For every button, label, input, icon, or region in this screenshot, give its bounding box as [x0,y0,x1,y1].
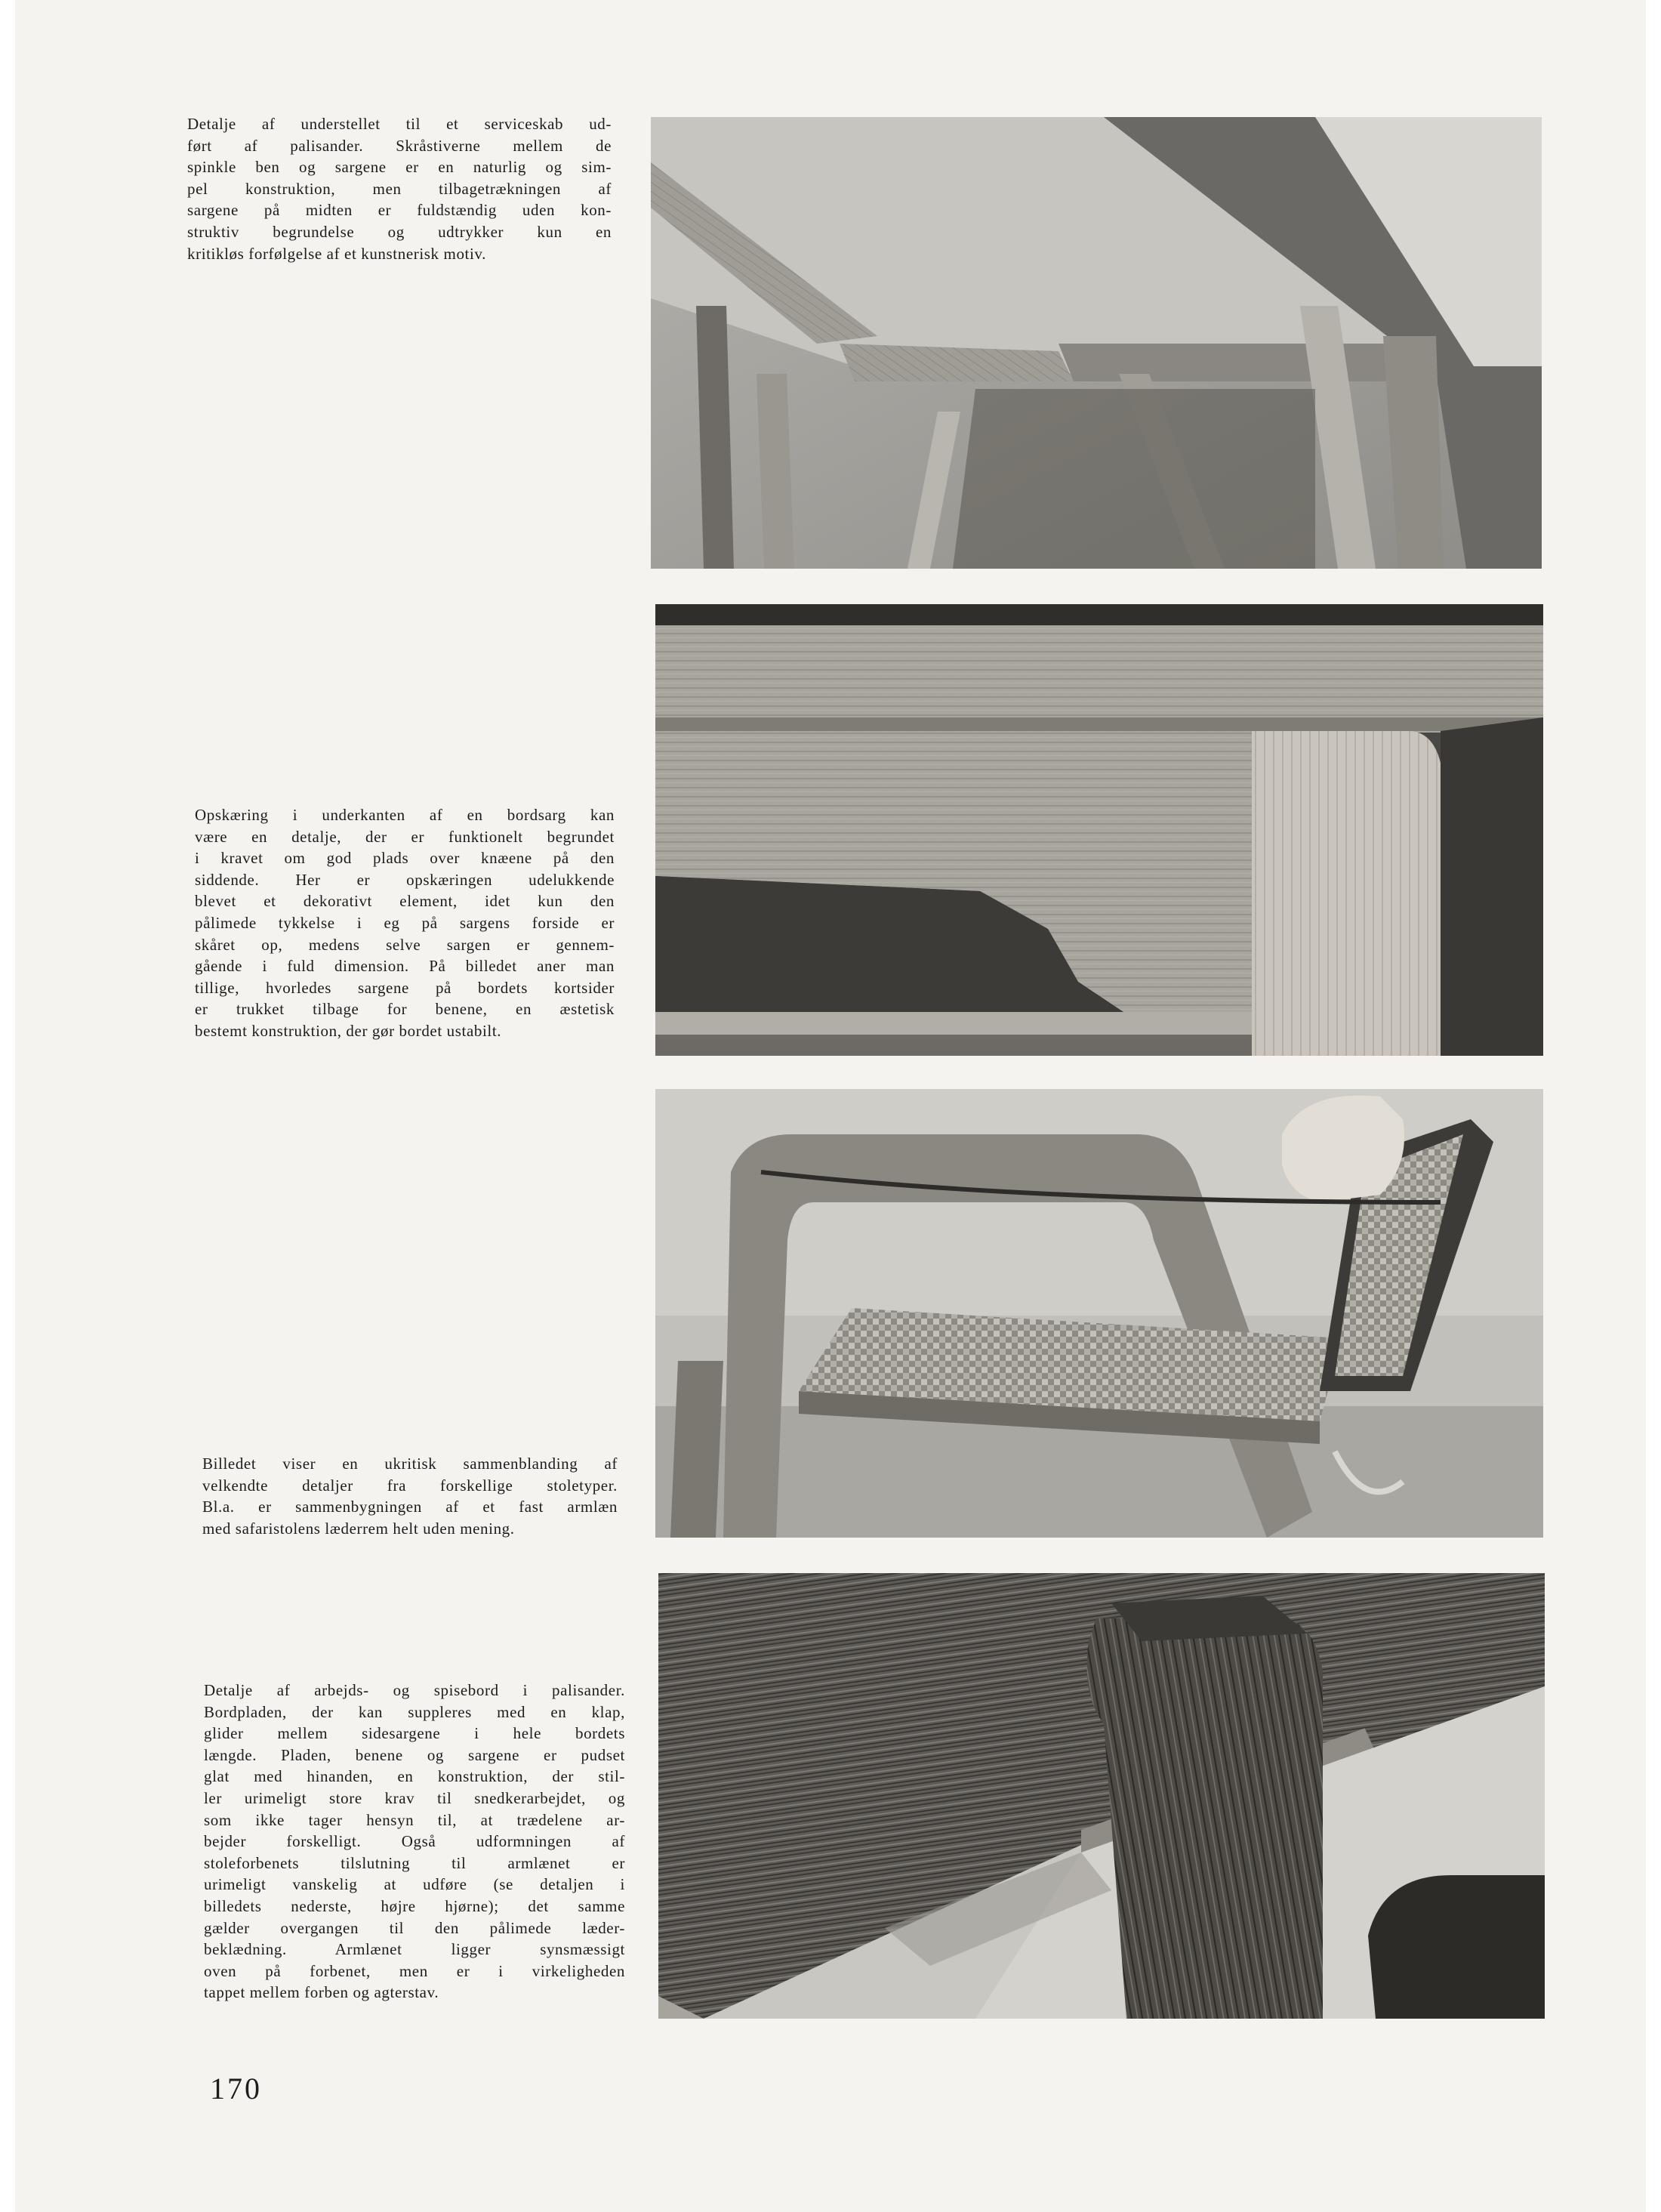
caption-line: som ikke tager hensyn til, at trædelene ar- [204,1810,625,1829]
caption-line: Bl.a. er sammenbygningen af et fast armlæn [202,1498,618,1516]
caption-line: sargene på midten er fuldstændig uden kon- [187,201,612,220]
caption-line: ført af palisander. Skråstiverne mellem de [187,136,612,155]
caption-line: Bordpladen, der kan suppleres med en klap, [204,1702,625,1721]
caption-line: pålimede tykkelse i eg på sargens forside er [195,913,615,932]
caption-line: Detalje af arbejds- og spisebord i palisander. [204,1681,625,1699]
caption-line: velkendte detaljer fra forskellige stoletyper. [202,1476,618,1495]
caption-line: med safaristolens læderrem helt uden mening. [202,1519,515,1538]
caption-line: kritikløs forfølgelse af et kunstnerisk motiv. [187,244,487,263]
caption-chair-mix [202,1453,618,1539]
caption-line: ler urimeligt store krav til snedkerarbejdet, og [204,1788,625,1807]
caption-line: stoleforbenets tilslutning til armlænet er [204,1853,625,1872]
page-number: 170 [210,2072,262,2106]
photo-sideboard-underframe [651,117,1542,569]
caption-line: glider mellem sidesargene i hele bordets [204,1724,625,1743]
caption-line: gælder overgangen til den pålimede læder- [204,1918,625,1937]
caption-line: tappet mellem forben og agterstav. [204,1983,439,2002]
caption-line: glat med hinanden, en konstruktion, der stil- [204,1767,625,1786]
caption-line: struktiv begrundelse og udtrykker kun en [187,222,612,241]
caption-sideboard-base [187,113,612,264]
caption-line: urimeligt vanskelig at udføre (se detaljen i [204,1875,625,1894]
caption-line: er trukket tilbage for benene, en æstetisk [195,1000,615,1019]
caption-line: Opskæring i underkanten af en bordsarg kan [195,806,615,824]
photo-chair-armrest-strap [655,1089,1543,1538]
caption-line: bejder forskelligt. Også udformningen af [204,1832,625,1851]
caption-line: blevet et dekorativt element, idet kun den [195,892,615,911]
caption-line: være en detalje, der er funktionelt begrundet [195,827,615,846]
caption-line: pel konstruktion, men tilbagetrækningen af [187,179,612,198]
page-edge [1646,0,1661,2212]
caption-line: Billedet viser en ukritisk sammenblanding af [202,1455,618,1473]
caption-line: spinkle ben og sargene er en naturlig og sim- [187,158,612,177]
photo-rosewood-table-detail [658,1573,1545,2019]
caption-line: skåret op, medens selve sargen er gennem- [195,935,615,954]
caption-line: oven på forbenet, men er i virkeligheden [204,1961,625,1980]
caption-table-apron [195,804,615,1042]
caption-line: tillige, hvorledes sargene på bordets kortsider [195,978,615,997]
caption-work-dining-table [204,1680,625,2004]
photo-table-apron-cutout [655,604,1543,1056]
caption-line: gående i fuld dimension. På billedet aner man [195,957,615,976]
caption-line: bestemt konstruktion, der gør bordet ustabilt. [195,1021,502,1040]
caption-line: billedets nederste, højre hjørne); det samme [204,1896,625,1915]
caption-line: Detalje af understellet til et serviceskab ud- [187,115,612,133]
caption-line: beklædning. Armlænet ligger synsmæssigt [204,1940,625,1959]
caption-line: i kravet om god plads over knæene på den [195,849,615,868]
caption-line: siddende. Her er opskæringen udelukkende [195,870,615,889]
caption-line: længde. Pladen, benene og sargene er pudset [204,1745,625,1764]
